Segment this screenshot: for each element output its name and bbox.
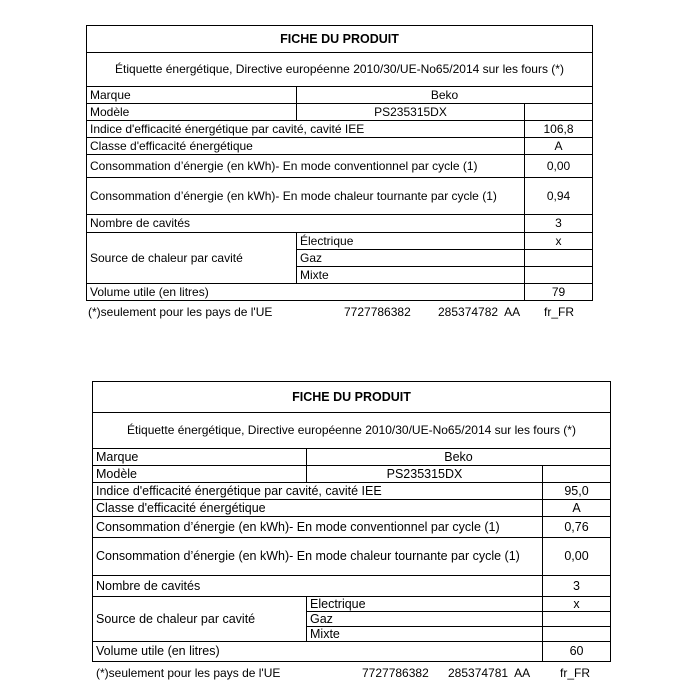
fan-consumption-label: Consommation d’énergie (en kWh)- En mode chaleur tournante par cycle (1) <box>93 538 543 576</box>
brand-value: Beko <box>297 87 593 104</box>
footnote: (*)seulement pour les pays de l'UE <box>88 305 273 319</box>
model-label: Modèle <box>93 466 307 483</box>
cavities-label: Nombre de cavités <box>93 576 543 597</box>
model-blank-cell <box>543 466 611 483</box>
heat-electric-value: x <box>525 233 593 250</box>
eei-label: Indice d'efficacité énergétique par cavité, cavité IEE <box>87 121 525 138</box>
conventional-consumption-value: 0,76 <box>543 517 611 538</box>
locale-code: fr_FR <box>544 305 574 319</box>
model-blank-cell <box>525 104 593 121</box>
heat-mixed-label: Mixte <box>307 627 543 642</box>
model-value: PS235315DX <box>307 466 543 483</box>
eei-label: Indice d'efficacité énergétique par cavité, cavité IEE <box>93 483 543 500</box>
volume-label: Volume utile (en litres) <box>93 642 543 662</box>
heat-mixed-value <box>525 267 593 284</box>
heat-gas-value <box>543 612 611 627</box>
product-sheet-1 <box>86 25 592 321</box>
reference-code: 7727786382 <box>362 666 429 680</box>
conventional-consumption-label: Consommation d’énergie (en kWh)- En mode conventionnel par cycle (1) <box>93 517 543 538</box>
energy-class-label: Classe d'efficacité énergétique <box>93 500 543 517</box>
fiche-footer <box>92 666 610 682</box>
heat-electric-label: Électrique <box>297 233 525 250</box>
fan-consumption-value: 0,94 <box>525 178 593 215</box>
fiche-footer <box>86 305 592 321</box>
eei-value: 106,8 <box>525 121 593 138</box>
heat-gas-label: Gaz <box>297 250 525 267</box>
reference-code: 7727786382 <box>344 305 411 319</box>
fan-consumption-value: 0,00 <box>543 538 611 576</box>
product-fiche-table <box>92 381 611 662</box>
heat-source-label: Source de chaleur par cavité <box>87 233 297 284</box>
heat-electric-value: x <box>543 597 611 612</box>
product-sheet-2 <box>92 381 610 682</box>
document-code: 285374781 AA <box>448 666 531 680</box>
model-label: Modèle <box>87 104 297 121</box>
fiche-title: FICHE DU PRODUIT <box>87 26 593 53</box>
heat-mixed-value <box>543 627 611 642</box>
conventional-consumption-label: Consommation d’énergie (en kWh)- En mode conventionnel par cycle (1) <box>87 155 525 178</box>
heat-mixed-label: Mixte <box>297 267 525 284</box>
heat-gas-value <box>525 250 593 267</box>
cavities-value: 3 <box>525 215 593 233</box>
brand-value: Beko <box>307 449 611 466</box>
heat-gas-label: Gaz <box>307 612 543 627</box>
heat-electric-label: Electrique <box>307 597 543 612</box>
brand-label: Marque <box>93 449 307 466</box>
fiche-subtitle: Étiquette énergétique, Directive européenne 2010/30/UE-No65/2014 sur les fours (*) <box>93 413 611 449</box>
model-value: PS235315DX <box>297 104 525 121</box>
product-fiche-table <box>86 25 593 301</box>
energy-class-label: Classe d'efficacité énergétique <box>87 138 525 155</box>
cavities-value: 3 <box>543 576 611 597</box>
footnote: (*)seulement pour les pays de l'UE <box>96 666 281 680</box>
eei-value: 95,0 <box>543 483 611 500</box>
document-code: 285374782 AA <box>438 305 521 319</box>
locale-code: fr_FR <box>560 666 590 680</box>
brand-label: Marque <box>87 87 297 104</box>
volume-value: 79 <box>525 284 593 301</box>
volume-value: 60 <box>543 642 611 662</box>
fiche-title: FICHE DU PRODUIT <box>93 382 611 413</box>
heat-source-label: Source de chaleur par cavité <box>93 597 307 642</box>
conventional-consumption-value: 0,00 <box>525 155 593 178</box>
fiche-subtitle: Étiquette énergétique, Directive européenne 2010/30/UE-No65/2014 sur les fours (*) <box>87 53 593 87</box>
fan-consumption-label: Consommation d’énergie (en kWh)- En mode chaleur tournante par cycle (1) <box>87 178 525 215</box>
energy-class-value: A <box>525 138 593 155</box>
volume-label: Volume utile (en litres) <box>87 284 525 301</box>
cavities-label: Nombre de cavités <box>87 215 525 233</box>
energy-class-value: A <box>543 500 611 517</box>
